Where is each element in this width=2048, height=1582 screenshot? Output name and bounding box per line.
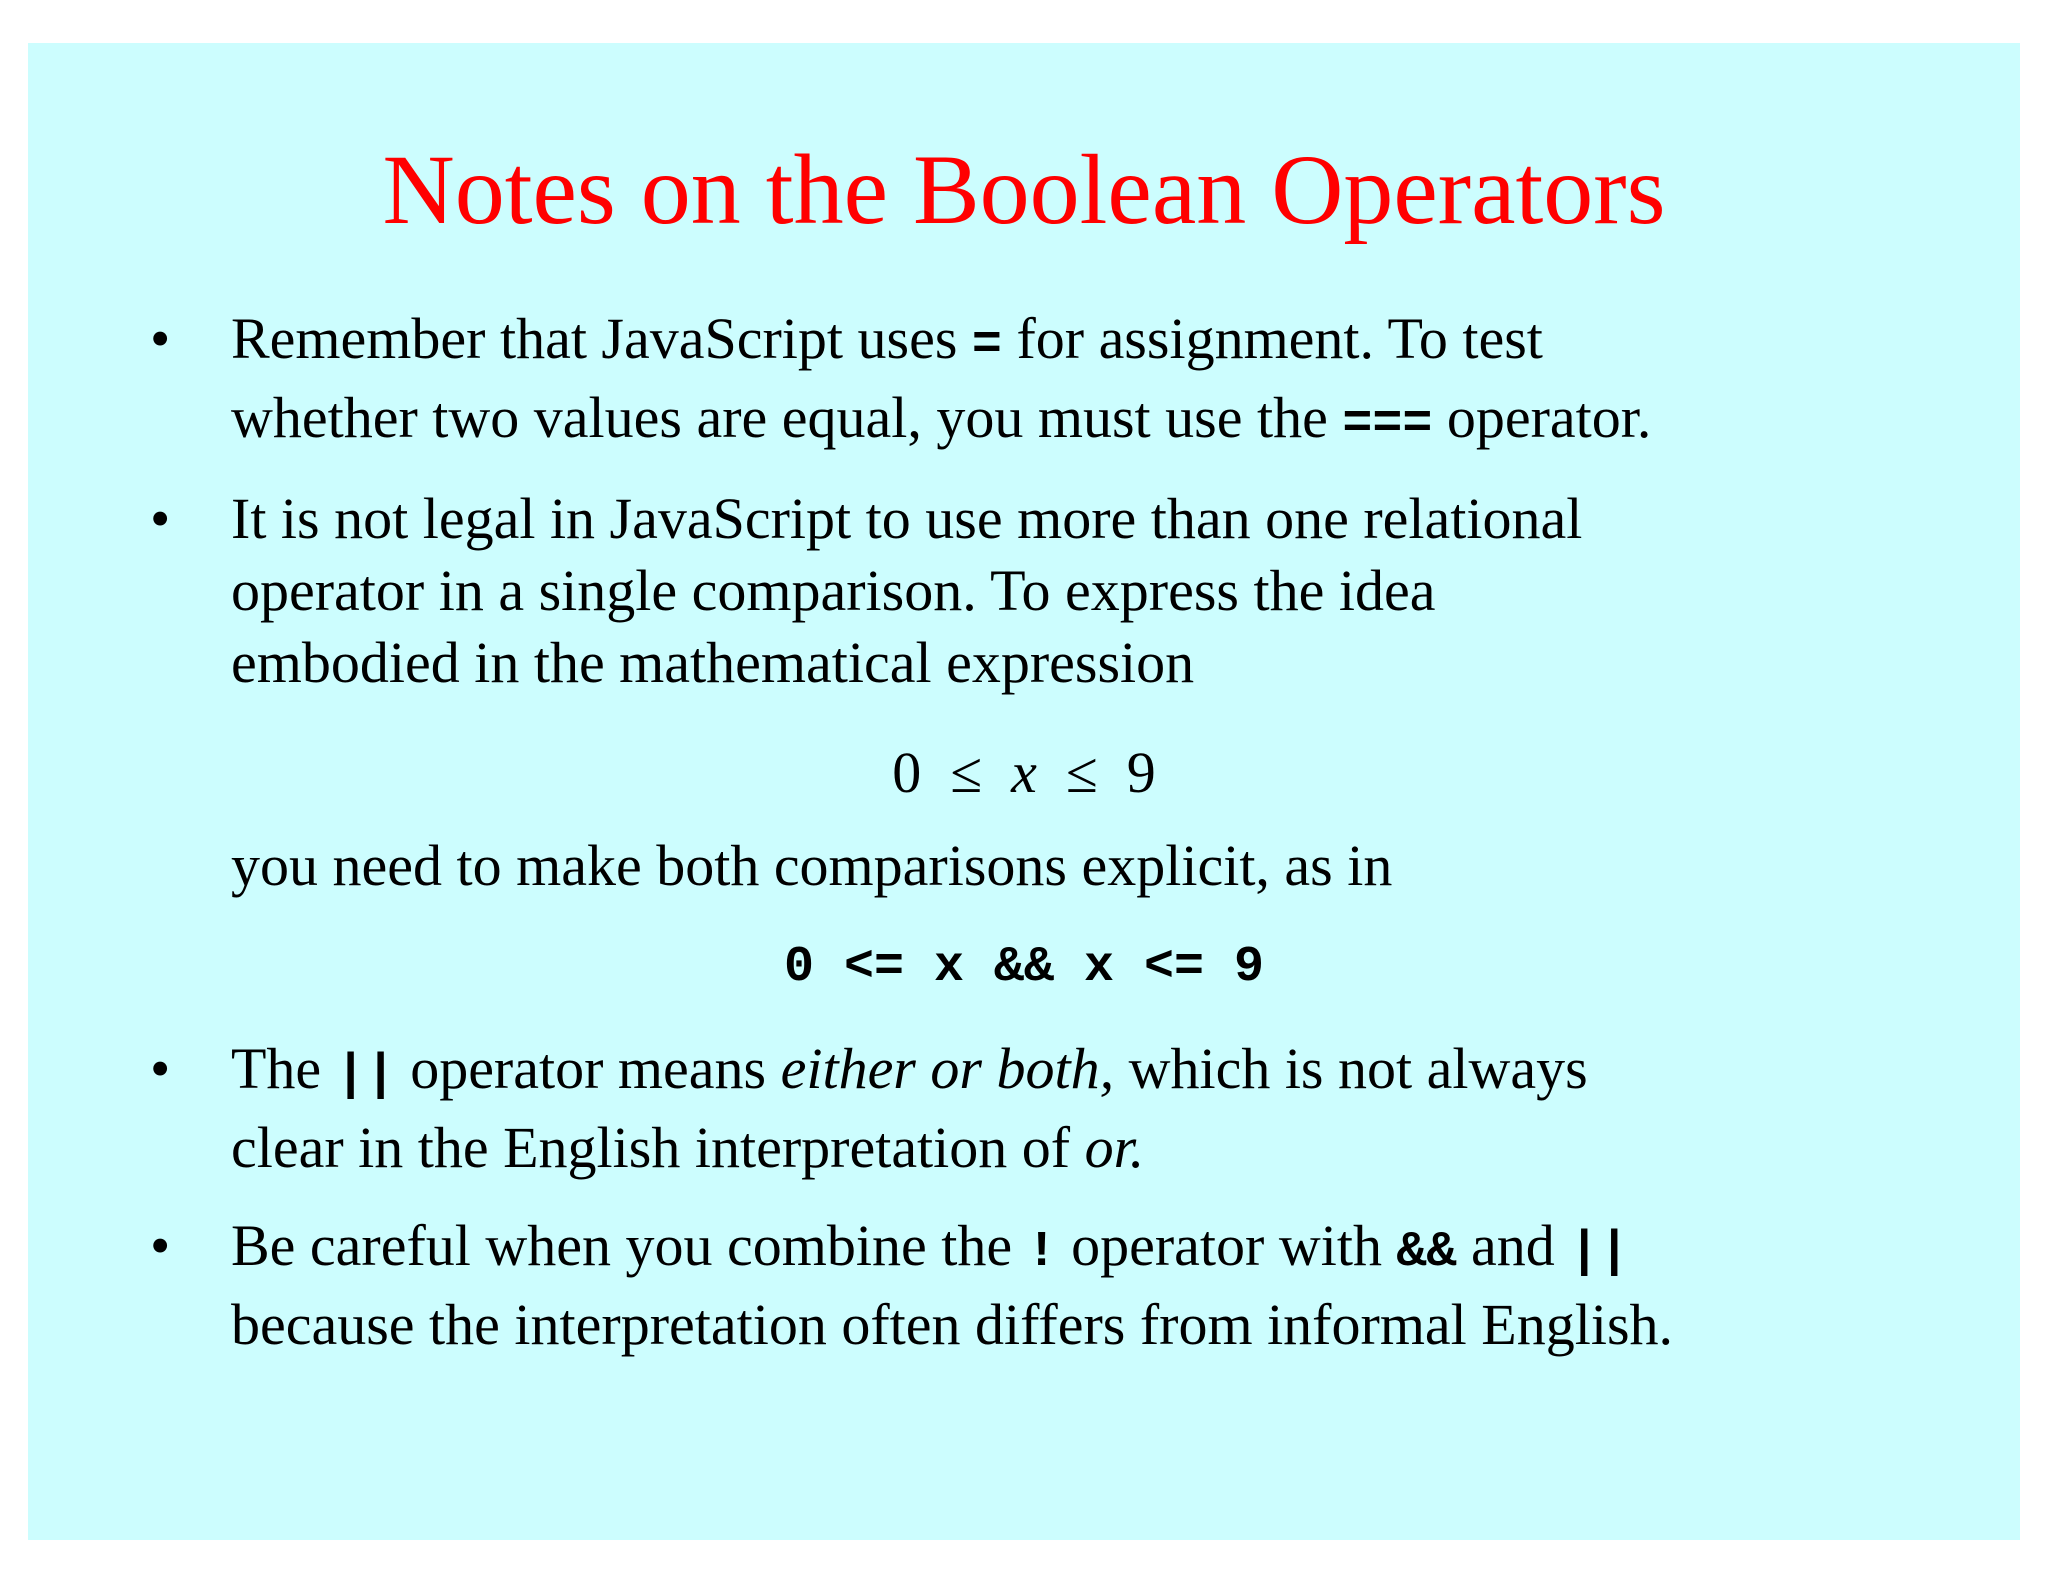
code-and-operator: && <box>1396 1224 1457 1281</box>
bullet-3-segment: The <box>231 1036 336 1101</box>
code-or-operator: || <box>335 1047 396 1104</box>
bullet-4-segment: because the interpretation often differs from informal English. <box>231 1292 1674 1357</box>
math-term: 0 <box>892 740 922 805</box>
bullet-1-segment: for assignment. To test <box>1001 306 1543 371</box>
code-strict-equal-operator: === <box>1342 396 1433 453</box>
bullet-3-text <box>231 1033 1891 1184</box>
bullet-2-line: It is not legal in JavaScript to use more than one relational <box>231 486 1583 551</box>
bullet-4-segment: and <box>1456 1213 1570 1278</box>
code-or-operator: || <box>1569 1224 1630 1281</box>
code-expression: 0 <= x && x <= 9 <box>783 939 1265 996</box>
bullet-4-segment: operator with <box>1056 1213 1397 1278</box>
bullet-dot: • <box>150 486 171 551</box>
bullet-3-segment: operator means <box>395 1036 781 1101</box>
bullet-2-line: operator in a single comparison. To express the idea <box>231 558 1436 623</box>
bullet-1-segment: Remember that JavaScript uses <box>231 306 972 371</box>
bullet-dot: • <box>150 1213 171 1278</box>
bullet-1-text <box>231 303 1891 461</box>
bullet-2-continuation: you need to make both comparisons explicit, as in <box>231 833 1393 898</box>
bullet-1-segment: operator. <box>1432 385 1652 450</box>
bullet-3-emphasis: or. <box>1084 1115 1145 1180</box>
math-symbol: ≤ <box>1065 740 1098 805</box>
code-not-operator: ! <box>1026 1224 1057 1281</box>
bullet-4-text <box>231 1210 1891 1361</box>
code-assign-operator: = <box>971 317 1002 374</box>
bullet-2-text <box>231 483 1891 699</box>
math-expression <box>0 737 2048 809</box>
bullet-3-segment: clear in the English interpretation of <box>231 1115 1085 1180</box>
bullet-4-segment: Be careful when you combine the <box>231 1213 1027 1278</box>
bullet-1-segment: whether two values are equal, you must use the <box>231 385 1343 450</box>
bullet-2-line: embodied in the mathematical expression <box>231 630 1195 695</box>
bullet-3-segment: which is not always <box>1114 1036 1588 1101</box>
math-symbol: ≤ <box>950 740 983 805</box>
bullet-dot: • <box>150 1036 171 1101</box>
bullet-3-emphasis: either or both, <box>780 1036 1115 1101</box>
math-variable: x <box>1011 740 1037 805</box>
slide-title: Notes on the Boolean Operators <box>382 134 1666 245</box>
math-term: 9 <box>1126 740 1156 805</box>
bullet-dot: • <box>150 306 171 371</box>
